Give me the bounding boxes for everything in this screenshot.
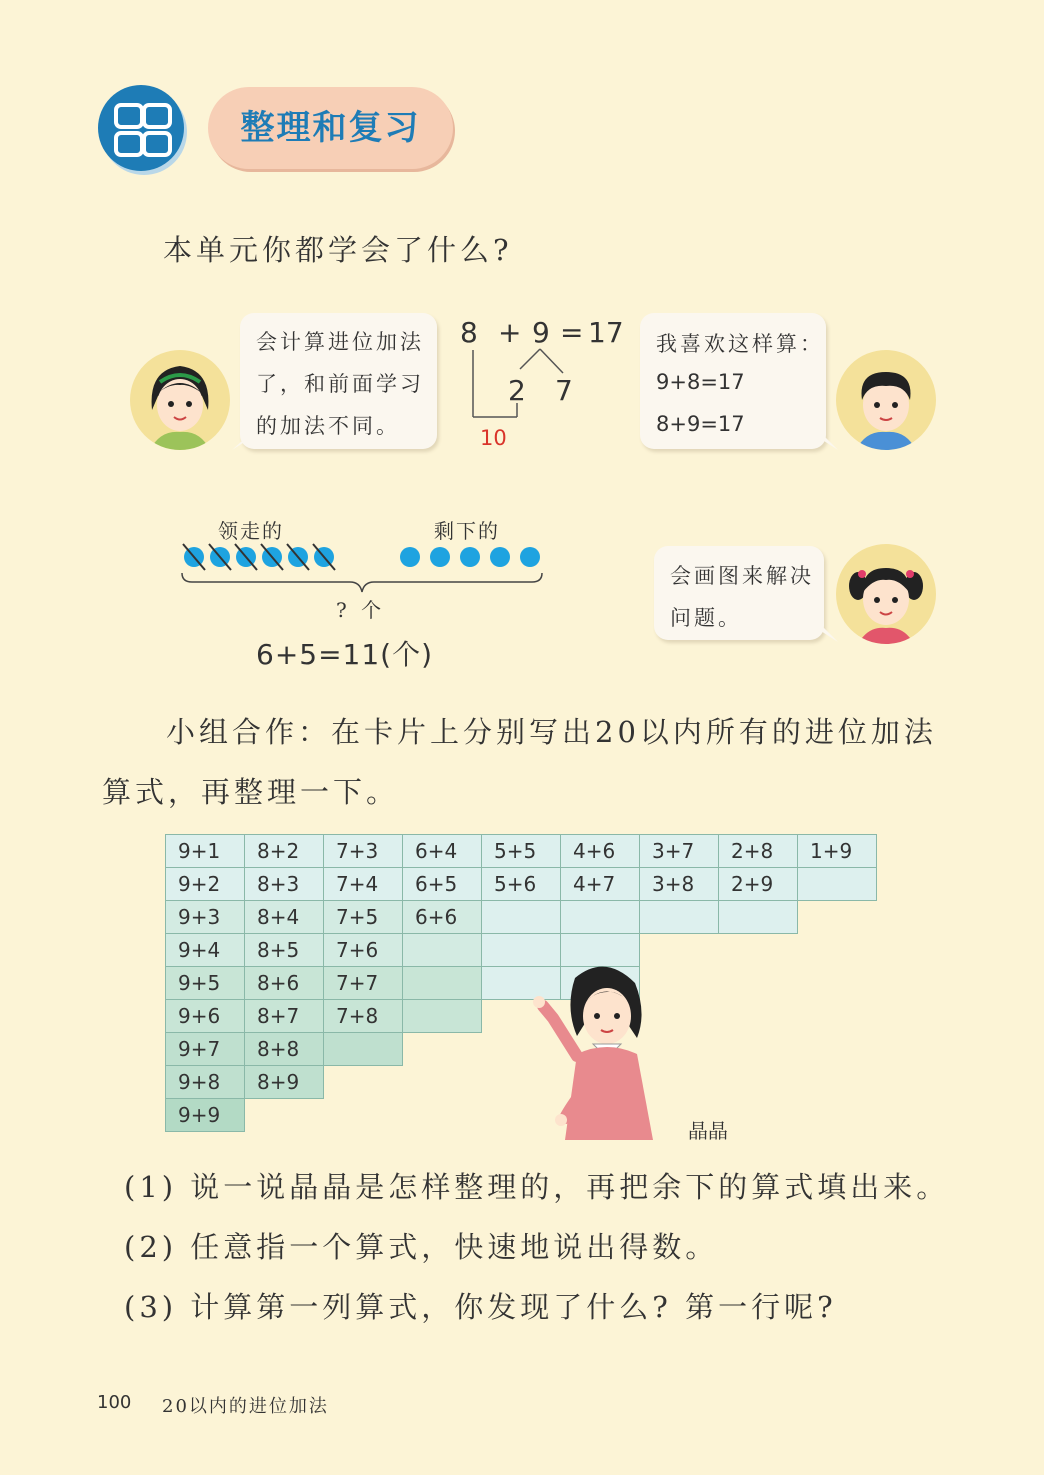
make-ten-label: 10 xyxy=(480,426,507,450)
table-cell: 1+9 xyxy=(798,835,877,868)
table-cell: 3+7 xyxy=(640,835,719,868)
table-row xyxy=(166,934,877,967)
table-cell: 5+5 xyxy=(482,835,561,868)
dots-question: ? 个 xyxy=(336,598,386,622)
dots-diagram xyxy=(178,540,548,600)
table-cell: 7+4 xyxy=(324,868,403,901)
girl-avatar-icon xyxy=(130,350,230,450)
table-cell: 6+5 xyxy=(403,868,482,901)
section-question: 本单元你都学会了什么? xyxy=(163,233,513,267)
eq-b: 9 xyxy=(532,316,550,349)
table-cell: 9+5 xyxy=(166,967,245,1000)
table-cell-blank xyxy=(640,901,719,934)
table-cell-empty xyxy=(719,1099,798,1132)
table-cell: 2+9 xyxy=(719,868,798,901)
page-number: 100 xyxy=(97,1392,132,1413)
table-cell: 9+2 xyxy=(166,868,245,901)
table-cell: 9+9 xyxy=(166,1099,245,1132)
table-cell: 7+8 xyxy=(324,1000,403,1033)
table-cell: 9+8 xyxy=(166,1066,245,1099)
table-cell: 5+6 xyxy=(482,868,561,901)
table-row xyxy=(166,1033,877,1066)
table-cell: 7+6 xyxy=(324,934,403,967)
girl-pigtails-avatar-icon xyxy=(836,544,936,644)
table-cell-empty xyxy=(245,1099,324,1132)
table-cell: 9+4 xyxy=(166,934,245,967)
table-cell-empty xyxy=(798,901,877,934)
table-cell-empty xyxy=(798,1000,877,1033)
dots-right-label: 剩下的 xyxy=(434,519,500,543)
table-cell: 7+3 xyxy=(324,835,403,868)
table-cell: 4+7 xyxy=(561,868,640,901)
table-row xyxy=(166,967,877,1000)
question-3: (3) 计算第一列算式，你发现了什么? 第一行呢? xyxy=(124,1290,837,1324)
table-cell: 2+8 xyxy=(719,835,798,868)
bubble-draw-line: 问题。 xyxy=(670,606,742,630)
question-1: (1) 说一说晶晶是怎样整理的，再把余下的算式填出来。 xyxy=(124,1170,950,1204)
eq-equals: = xyxy=(560,316,584,349)
table-cell-empty xyxy=(719,1000,798,1033)
table-row xyxy=(166,1099,877,1132)
task-line-2: 算式，再整理一下。 xyxy=(102,775,400,809)
table-cell-blank xyxy=(403,1000,482,1033)
table-cell-empty xyxy=(719,934,798,967)
table-row xyxy=(166,868,877,901)
table-cell: 3+8 xyxy=(640,868,719,901)
table-cell: 9+6 xyxy=(166,1000,245,1033)
table-cell: 8+7 xyxy=(245,1000,324,1033)
bubble-right-line: 9+8=17 xyxy=(656,370,745,394)
page-title: 整理和复习 xyxy=(240,108,421,148)
table-row xyxy=(166,1066,877,1099)
table-cell: 9+1 xyxy=(166,835,245,868)
table-cell-empty xyxy=(798,934,877,967)
eq-result: 17 xyxy=(588,316,624,349)
bubble-right-line: 我喜欢这样算： xyxy=(656,332,824,356)
task-line-1: 小组合作：在卡片上分别写出20以内所有的进位加法 xyxy=(166,715,937,749)
table-cell-blank xyxy=(561,901,640,934)
table-cell: 6+4 xyxy=(403,835,482,868)
table-cell-empty xyxy=(798,967,877,1000)
split-right: 7 xyxy=(555,374,573,407)
table-cell-empty xyxy=(403,1099,482,1132)
table-cell-blank xyxy=(324,1033,403,1066)
table-cell-blank xyxy=(403,967,482,1000)
table-row xyxy=(166,835,877,868)
table-cell-empty xyxy=(403,1033,482,1066)
table-cell-blank xyxy=(403,934,482,967)
table-cell-empty xyxy=(798,1066,877,1099)
bubble-draw-line: 会画图来解决 xyxy=(670,564,814,588)
boy-avatar-icon xyxy=(836,350,936,450)
table-cell-blank xyxy=(482,901,561,934)
eq-op: + xyxy=(498,316,522,349)
question-2: (2) 任意指一个算式，快速地说出得数。 xyxy=(124,1230,719,1264)
bubble-tail-right xyxy=(808,432,838,452)
unit-badge-icon xyxy=(98,85,184,171)
bubble-right-line: 8+9=17 xyxy=(656,412,745,436)
table-cell: 9+7 xyxy=(166,1033,245,1066)
table-cell: 4+6 xyxy=(561,835,640,868)
table-cell: 8+5 xyxy=(245,934,324,967)
table-cell: 7+7 xyxy=(324,967,403,1000)
bubble-left-line: 了，和前面学习 xyxy=(256,372,424,396)
table-cell: 8+4 xyxy=(245,901,324,934)
bubble-left-line: 的加法不同。 xyxy=(256,414,400,438)
table-row xyxy=(166,901,877,934)
table-cell-empty xyxy=(719,967,798,1000)
table-cell-empty xyxy=(719,1033,798,1066)
dots-equation: 6+5=11(个) xyxy=(256,638,434,671)
table-cell-empty xyxy=(403,1066,482,1099)
dots-left-label: 领走的 xyxy=(218,519,284,543)
addition-table xyxy=(165,834,877,1132)
table-cell: 8+2 xyxy=(245,835,324,868)
table-cell-empty xyxy=(324,1066,403,1099)
table-cell: 8+9 xyxy=(245,1066,324,1099)
table-cell: 8+6 xyxy=(245,967,324,1000)
table-cell: 9+3 xyxy=(166,901,245,934)
bubble-tail-draw xyxy=(808,624,838,644)
chapter-title: 20以内的进位加法 xyxy=(162,1396,329,1417)
eq-a: 8 xyxy=(460,316,478,349)
table-cell-empty xyxy=(719,1066,798,1099)
split-left: 2 xyxy=(508,374,526,407)
table-cell: 7+5 xyxy=(324,901,403,934)
bubble-left-line: 会计算进位加法 xyxy=(256,330,424,354)
table-row xyxy=(166,1000,877,1033)
table-cell-empty xyxy=(798,1099,877,1132)
table-cell-blank xyxy=(719,901,798,934)
character-name: 晶晶 xyxy=(688,1119,728,1143)
jingjing-figure-icon xyxy=(525,958,665,1140)
table-cell-empty xyxy=(798,1033,877,1066)
table-cell: 8+8 xyxy=(245,1033,324,1066)
table-cell-blank xyxy=(798,868,877,901)
table-cell: 8+3 xyxy=(245,868,324,901)
table-cell: 6+6 xyxy=(403,901,482,934)
table-cell-empty xyxy=(324,1099,403,1132)
